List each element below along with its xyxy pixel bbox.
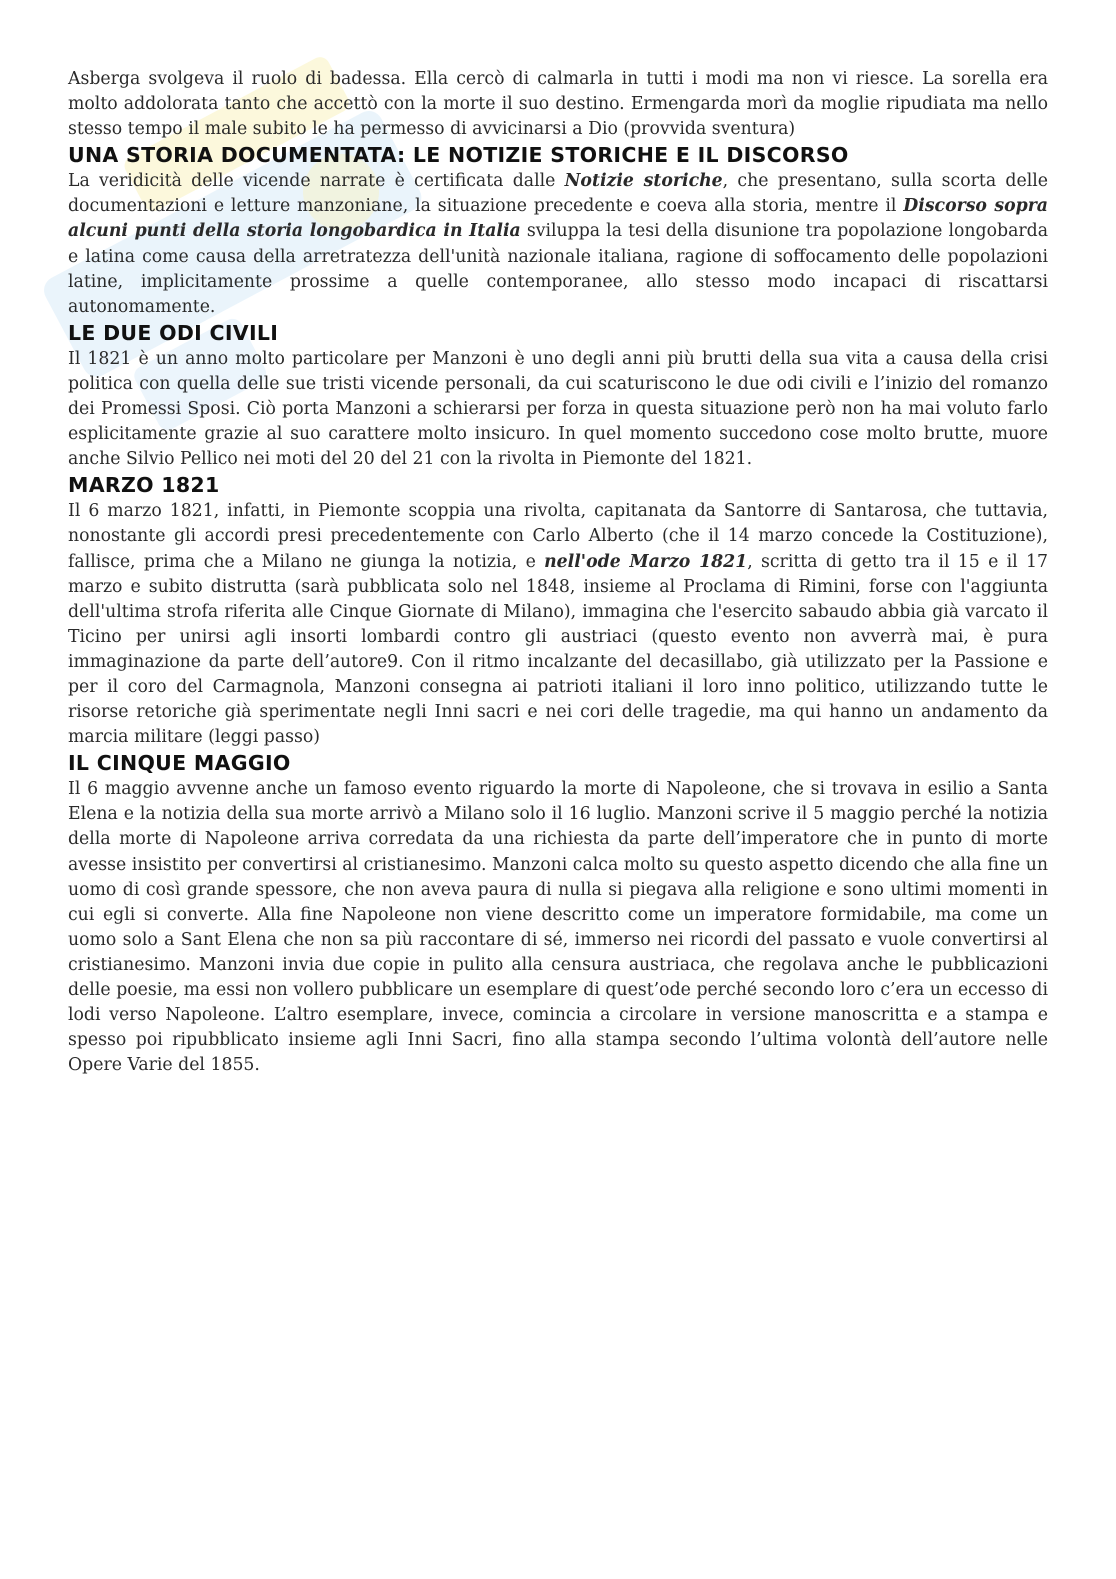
emphasis-ode-marzo: nell'ode Marzo 1821	[544, 551, 748, 572]
text-run: , che presentano, sulla scorta delle documentazioni e letture manzoniane, la situazione precedente e coeva alla storia, mentre il	[68, 171, 1048, 217]
heading-cinque-maggio: IL CINQUE MAGGIO	[68, 751, 291, 776]
emphasis-discorso: Discorso sopra alcuni punti della storia longobardica in Italia	[68, 196, 1048, 242]
heading-due-odi-civili: LE DUE ODI CIVILI	[68, 320, 279, 345]
text-run: sviluppa la tesi della disunione tra popolazione longobarda e latina come causa della arretratezza dell'unità nazionale italiana, ragione di soffocamento delle popolazioni latine, implicitamente prossime a quelle contemporanee, allo stesso modo incapaci di riscattarsi autonomamente.	[68, 221, 1049, 317]
text-run: La veridicità delle vicende narrate è certificata dalle	[68, 171, 565, 192]
document-body	[68, 67, 1048, 1078]
text-run: Il 6 marzo 1821, infatti, in Piemonte scoppia una rivolta, capitanata da Santorre di Santarosa, che tuttavia, nonostante gli accordi presi precedentemente con Carlo Alberto (che il 14 marzo concede la Costituzione), fallisce, prima che a Milano ne giunga la notizia, e	[68, 501, 1048, 572]
emphasis-notizie-storiche: Notizie storiche	[564, 171, 723, 192]
paragraph-cinque-maggio: Il 6 maggio avvenne anche un famoso evento riguardo la morte di Napoleone, che si trovava in esilio a Santa Elena e la notizia della sua morte arrivò a Milano solo il 16 luglio. Manzoni scrive il 5 maggio perché la notizia della morte di Napoleone arriva corredata da una richiesta da parte dell’imperatore che in punto di morte avesse insistito per convertirsi al cristianesimo. Manzoni calca molto su questo aspetto dicendo che alla fine un uomo di così grande spessore, che non aveva paura di nulla si piegava alla religione e sono ultimi momenti in cui egli si converte. Alla fine Napoleone non viene descritto come un imperatore formidabile, ma come un uomo solo a Sant Elena che non sa più raccontare di sé, immerso nei ricordi del passato e vuole convertirsi al cristianesimo. Manzoni invia due copie in pulito alla censura austriaca, che regolava anche le pubblicazioni delle poesie, ma essi non vollero pubblicare un esemplare di quest’ode perché secondo loro c’era un eccesso di lodi verso Napoleone. L’altro esemplare, invece, comincia a circolare in versione manoscritta e a stampa e spesso poi ripubblicato insieme agli Inni Sacri, fino alla stampa secondo l’ultima volontà dell’autore nelle Opere Varie del 1855.	[68, 779, 1048, 1076]
paragraph-marzo-1821	[68, 499, 1048, 750]
heading-marzo-1821: MARZO 1821	[68, 473, 220, 498]
paragraph-due-odi-civili: Il 1821 è un anno molto particolare per Manzoni è uno degli anni più brutti della sua vita a causa della crisi politica con quella delle sue tristi vicende personali, da cui scaturiscono le due odi civili e l’inizio del romanzo dei Promessi Sposi. Ciò porta Manzoni a schierarsi per forza in questa situazione però non ha mai voluto farlo esplicitamente grazie al suo carattere molto insicuro. In quel momento succedono cose molto brutte, muore anche Silvio Pellico nei moti del 20 del 21 con la rivolta in Piemonte del 1821.	[68, 348, 1048, 470]
paragraph-storia-documentata	[68, 169, 1048, 320]
text-run: , scritta di getto tra il 15 e il 17 marzo e subito distrutta (sarà pubblicata solo nel 1848, insieme al Proclama di Rimini, forse con l'aggiunta dell'ultima strofa riferita alle Cinque Giornate di Milano), immagina che l'esercito sabaudo abbia già varcato il Ticino per unirsi agli insorti lombardi contro gli austriaci (questo evento non avverrà mai, è pura immaginazione da parte dell’autore9. Con il ritmo incalzante del decasillabo, già utilizzato per la Passione e per il coro del Carmagnola, Manzoni consegna ai patrioti italiani il loro inno politico, utilizzando tutte le risorse retoriche già sperimentate negli Inni sacri e nei cori delle tragedie, ma qui hanno un andamento da marcia militare (leggi passo)	[68, 551, 1048, 748]
heading-storia-documentata: UNA STORIA DOCUMENTATA: LE NOTIZIE STORICHE E IL DISCORSO	[68, 143, 849, 168]
intro-paragraph: Asberga svolgeva il ruolo di badessa. Ella cercò di calmarla in tutti i modi ma non vi riesce. La sorella era molto addolorata tanto che accettò con la morte il suo destino. Ermengarda morì da moglie ripudiata ma nello stesso tempo il male subito le ha permesso di avvicinarsi a Dio (provvida sventura)	[68, 69, 1048, 140]
